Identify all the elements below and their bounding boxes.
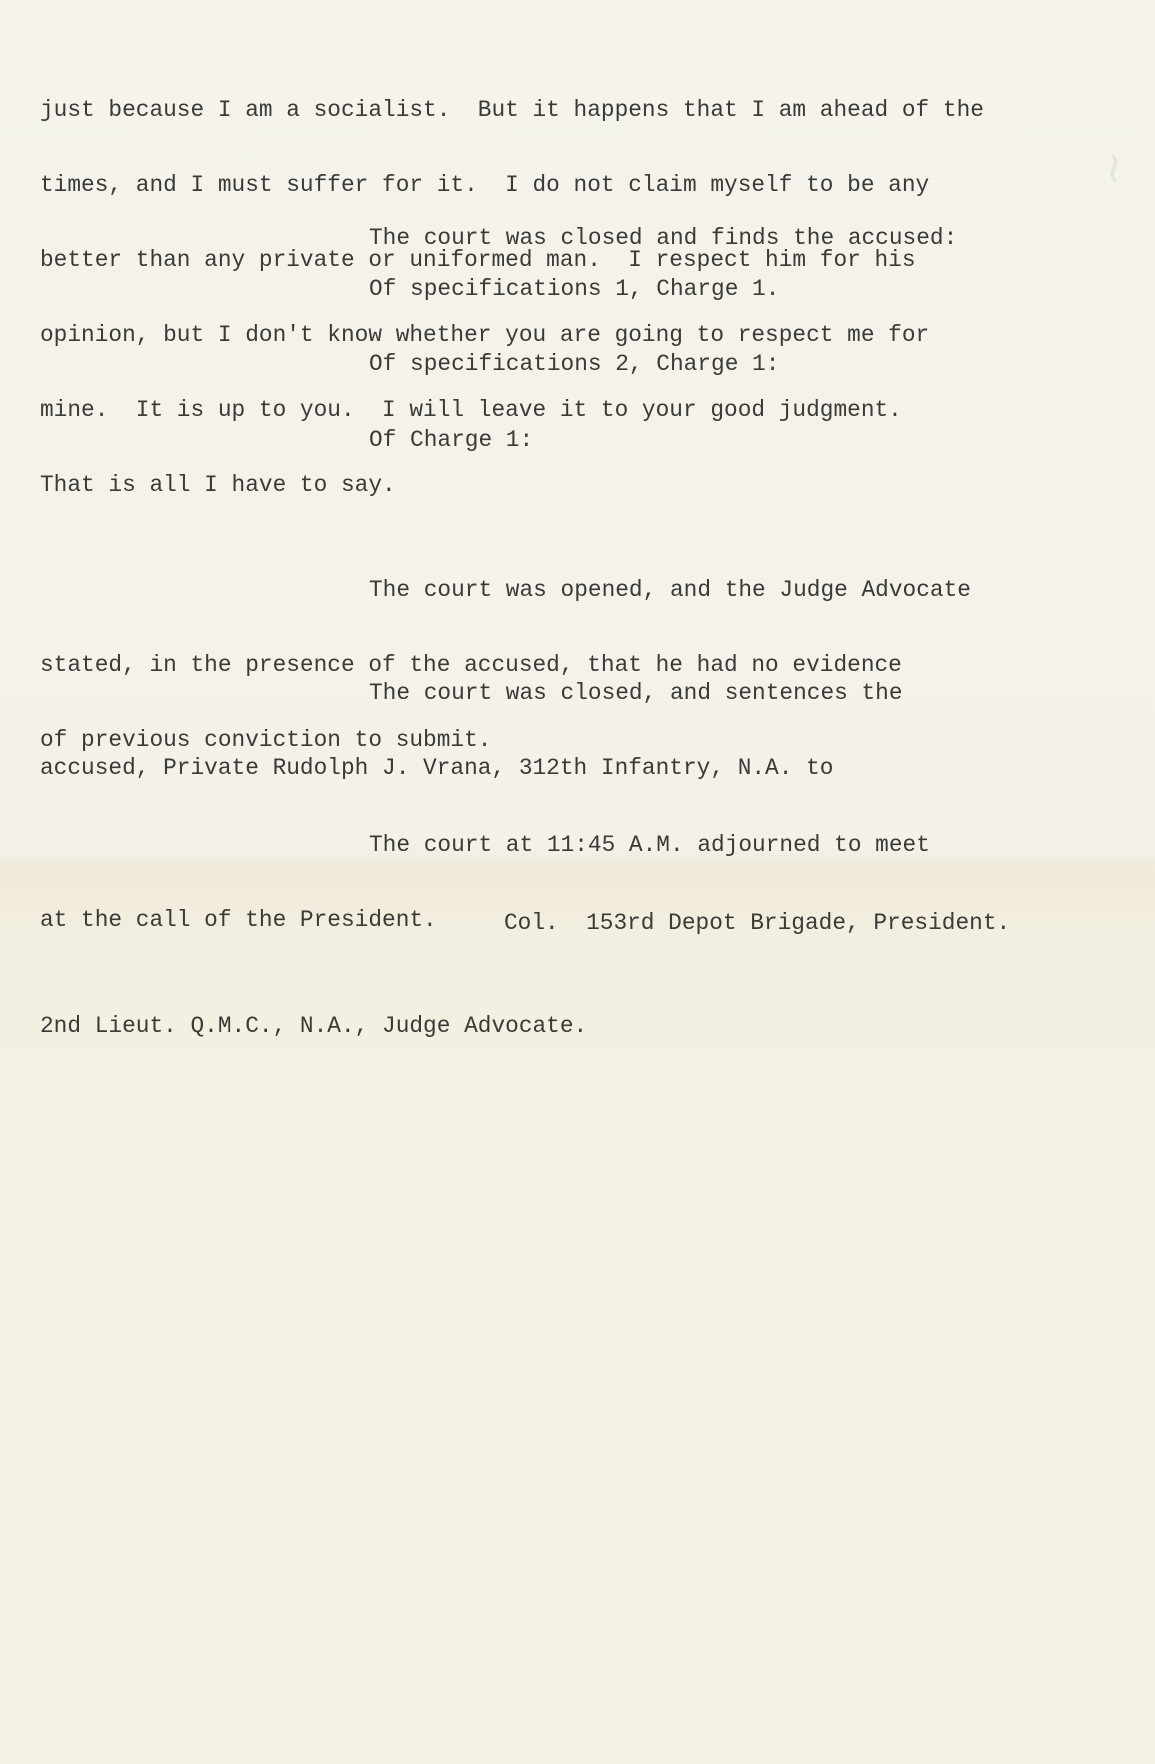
paragraph-line: at the call of the President. [40,907,437,933]
adjournment-paragraph [40,783,930,983]
findings-intro: The court was closed and finds the accused: [369,225,958,251]
statement-line: That is all I have to say. [40,472,396,498]
paragraph-line: The court was opened, and the Judge Advocate [369,577,971,603]
finding-specification-2: Of specifications 2, Charge 1: [369,351,780,377]
paragraph-line: The court at 11:45 A.M. adjourned to meet [369,832,930,858]
paragraph-line: stated, in the presence of the accused, that he had no evidence [40,652,902,678]
paragraph-line: of previous conviction to submit. [40,727,492,753]
bleed-through-mark: ~ [1089,150,1140,187]
paragraph-line: The court was closed, and sentences the [369,680,903,706]
statement-line: better than any private or uniformed man. I respect him for his [40,247,916,273]
judge-advocate-signature-line: 2nd Lieut. Q.M.C., N.A., Judge Advocate. [40,1013,588,1039]
finding-specification-1: Of specifications 1, Charge 1. [369,276,780,302]
president-signature-line: Col. 153rd Depot Brigade, President. [504,910,1011,936]
paragraph-line: accused, Private Rudolph J. Vrana, 312th Infantry, N.A. to [40,755,834,781]
statement-line: just because I am a socialist. But it happens that I am ahead of the [40,97,984,123]
statement-line: opinion, but I don't know whether you are going to respect me for [40,322,930,348]
finding-charge-1: Of Charge 1: [369,427,534,453]
statement-line: times, and I must suffer for it. I do not claim myself to be any [40,172,930,198]
statement-line: mine. It is up to you. I will leave it to your good judgment. [40,397,902,423]
